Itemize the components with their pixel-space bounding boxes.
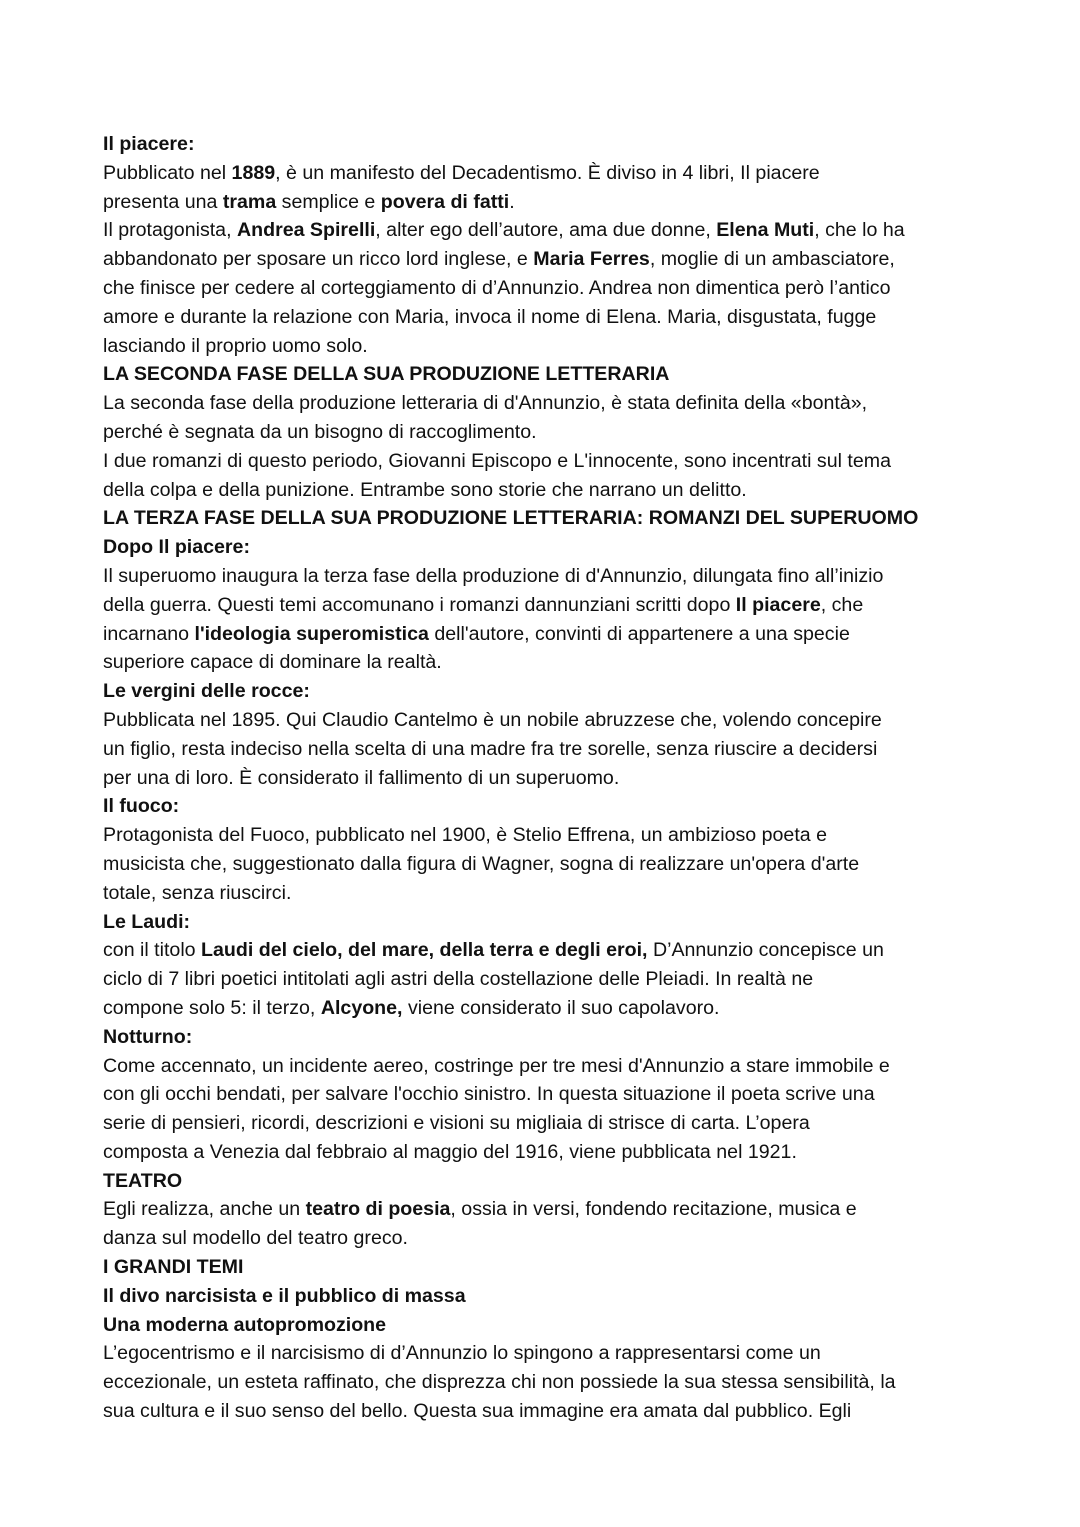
text-run: eccezionale, un esteta raffinato, che disprezza chi non possiede la sua stessa sensibilità, la	[103, 1371, 896, 1394]
text-run: Protagonista del Fuoco, pubblicato nel 1900, è Stelio Effrena, un ambizioso poeta e	[103, 824, 828, 847]
text-line	[103, 332, 1003, 361]
bold-text-run: I GRANDI TEMI	[103, 1256, 244, 1279]
text-line	[103, 879, 1003, 908]
text-line	[103, 1368, 1003, 1397]
bold-text-run: 1889	[231, 161, 276, 184]
text-run: viene considerato il suo capolavoro.	[402, 996, 720, 1019]
text-run: , che lo ha	[814, 219, 905, 242]
text-run: sua cultura e il suo senso del bello. Questa sua immagine era amata dal pubblico. Egli	[103, 1400, 852, 1423]
text-run: Pubblicato nel	[103, 161, 232, 184]
text-line	[103, 1109, 1003, 1138]
text-run: compone solo 5: il terzo,	[103, 996, 321, 1019]
text-run: Come accennato, un incidente aereo, costringe per tre mesi d'Annunzio a stare immobile e	[103, 1054, 890, 1077]
text-line	[103, 1224, 1003, 1253]
text-run: I due romanzi di questo periodo, Giovanni Episcopo e L'innocente, sono incentrati sul tema	[103, 449, 891, 472]
text-line	[103, 965, 1003, 994]
text-run: composta a Venezia dal febbraio al maggio del 1916, viene pubblicata nel 1921.	[103, 1140, 797, 1163]
text-line	[103, 591, 1003, 620]
text-run: musicista che, suggestionato dalla figura di Wagner, sogna di realizzare un'opera d'arte	[103, 852, 860, 875]
text-line	[103, 735, 1003, 764]
text-line	[103, 188, 1003, 217]
bold-text-run: trama	[222, 190, 277, 213]
text-run: semplice e	[276, 190, 381, 213]
bold-text-run: LA SECONDA FASE DELLA SUA PRODUZIONE LETTERARIA	[103, 363, 670, 386]
bold-text-run: Il fuoco:	[103, 795, 180, 818]
text-line	[103, 764, 1003, 793]
bold-text-run: Il divo narcisista e il pubblico di massa	[103, 1284, 466, 1307]
text-line	[103, 389, 1003, 418]
text-line	[103, 562, 1003, 591]
text-run: ciclo di 7 libri poetici intitolati agli astri della costellazione delle Pleiadi. In realtà ne	[103, 968, 814, 991]
text-run: per una di loro. È considerato il fallimento di un superuomo.	[103, 766, 620, 789]
text-run: incarnano	[103, 622, 195, 645]
text-line	[103, 360, 1003, 389]
bold-text-run: Alcyone,	[320, 996, 403, 1019]
text-line	[103, 936, 1003, 965]
bold-text-run: Una moderna autopromozione	[103, 1313, 387, 1336]
text-line	[103, 245, 1003, 274]
text-line	[103, 418, 1003, 447]
text-run: , ossia in versi, fondendo recitazione, musica e	[450, 1198, 857, 1221]
text-run: , moglie di un ambasciatore,	[649, 248, 895, 271]
text-line	[103, 1023, 1003, 1052]
text-run: La seconda fase della produzione letteraria di d'Annunzio, è stata definita della «bontà»,	[103, 392, 868, 415]
bold-text-run: teatro di poesia	[305, 1198, 451, 1221]
text-line	[103, 1138, 1003, 1167]
text-run: della guerra. Questi temi accomunano i romanzi dannunziani scritti dopo	[103, 593, 736, 616]
text-line	[103, 1253, 1003, 1282]
bold-text-run: LA TERZA FASE DELLA SUA PRODUZIONE LETTERARIA: ROMANZI DEL SUPERUOMO	[103, 507, 919, 530]
text-run: , alter ego dell’autore, ama due donne,	[375, 219, 717, 242]
text-line	[103, 792, 1003, 821]
text-line	[103, 533, 1003, 562]
text-line	[103, 274, 1003, 303]
text-line	[103, 1282, 1003, 1311]
text-line	[103, 1052, 1003, 1081]
text-run: serie di pensieri, ricordi, descrizioni e visioni su migliaia di strisce di carta. L’opera	[103, 1112, 810, 1135]
text-line	[103, 216, 1003, 245]
text-line	[103, 1311, 1003, 1340]
text-run: lasciando il proprio uomo solo.	[103, 334, 368, 357]
text-line	[103, 159, 1003, 188]
text-run: , che	[820, 593, 864, 616]
bold-text-run: Le Laudi:	[103, 910, 191, 933]
text-line	[103, 130, 1003, 159]
bold-text-run: Elena Muti	[716, 219, 815, 242]
text-run: .	[509, 190, 515, 213]
text-run: Il protagonista,	[103, 219, 237, 242]
text-run: , è un manifesto del Decadentismo. È diviso in 4 libri, Il piacere	[275, 161, 820, 184]
text-line	[103, 1339, 1003, 1368]
text-line	[103, 476, 1003, 505]
text-run: perché è segnata da un bisogno di raccoglimento.	[103, 420, 537, 443]
text-line	[103, 850, 1003, 879]
text-line	[103, 504, 1003, 533]
bold-text-run: Maria Ferres	[533, 248, 650, 271]
text-run: totale, senza riuscirci.	[103, 881, 292, 904]
text-line	[103, 1195, 1003, 1224]
text-line	[103, 1397, 1003, 1426]
bold-text-run: Laudi del cielo, del mare, della terra e degli eroi,	[201, 939, 648, 962]
text-line	[103, 620, 1003, 649]
document-body	[103, 130, 1003, 1426]
text-line	[103, 677, 1003, 706]
bold-text-run: Andrea Spirelli	[236, 219, 376, 242]
text-line	[103, 908, 1003, 937]
text-run: con il titolo	[103, 939, 202, 962]
bold-text-run: Notturno:	[103, 1025, 193, 1048]
text-run: superiore capace di dominare la realtà.	[103, 651, 442, 674]
text-run: della colpa e della punizione. Entrambe sono storie che narrano un delitto.	[103, 478, 747, 501]
text-line	[103, 821, 1003, 850]
text-line	[103, 648, 1003, 677]
bold-text-run: Il piacere:	[103, 133, 195, 155]
text-run: dell'autore, convinti di appartenere a una specie	[428, 622, 850, 645]
text-run: presenta una	[103, 190, 223, 213]
text-line	[103, 303, 1003, 332]
text-run: danza sul modello del teatro greco.	[103, 1227, 408, 1250]
text-run: Il superuomo inaugura la terza fase della produzione di d'Annunzio, dilungata fino all’inizio	[103, 564, 884, 587]
text-line	[103, 1080, 1003, 1109]
bold-text-run: povera di fatti	[380, 190, 510, 213]
text-line	[103, 1167, 1003, 1196]
bold-text-run: Dopo Il piacere:	[103, 536, 250, 559]
text-line	[103, 994, 1003, 1023]
text-run: con gli occhi bendati, per salvare l'occhio sinistro. In questa situazione il poeta scrive una	[103, 1083, 875, 1106]
bold-text-run: Le vergini delle rocce:	[103, 680, 310, 703]
text-run: amore e durante la relazione con Maria, invoca il nome di Elena. Maria, disgustata, fugge	[103, 305, 877, 328]
text-line	[103, 447, 1003, 476]
text-line	[103, 706, 1003, 735]
bold-text-run: l'ideologia superomistica	[194, 622, 429, 645]
text-run: D’Annunzio concepisce un	[647, 939, 884, 962]
text-run: L’egocentrismo e il narcisismo di d’Annunzio lo spingono a rappresentarsi come un	[103, 1342, 821, 1365]
bold-text-run: Il piacere	[735, 593, 821, 616]
text-run: Egli realizza, anche un	[103, 1198, 306, 1221]
text-run: un figlio, resta indeciso nella scelta di una madre fra tre sorelle, senza riuscire a decidersi	[103, 737, 878, 760]
text-run: che finisce per cedere al corteggiamento di d’Annunzio. Andrea non dimentica però l’antico	[103, 276, 891, 299]
document-page	[103, 130, 1003, 1426]
text-run: Pubblicata nel 1895. Qui Claudio Cantelmo è un nobile abruzzese che, volendo concepire	[103, 708, 882, 731]
text-run: abbandonato per sposare un ricco lord inglese, e	[103, 248, 534, 271]
bold-text-run: TEATRO	[103, 1169, 183, 1192]
